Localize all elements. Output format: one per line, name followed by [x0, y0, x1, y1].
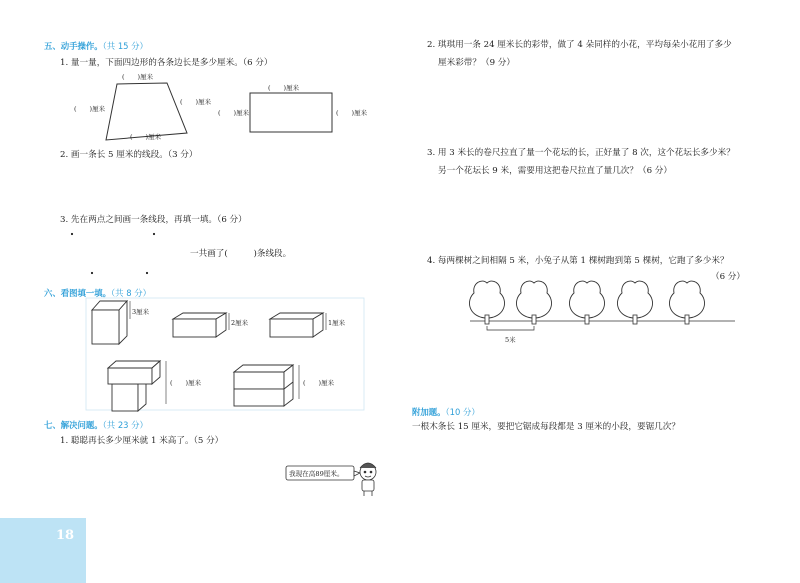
q4-points: （6 分）	[711, 272, 745, 282]
q3-line2: 另一个花坛长 9 米，需要用这把卷尺拉直了量几次？（6 分）	[438, 166, 672, 176]
trap-bottom-label: ( )厘米	[130, 133, 162, 141]
gap-bracket	[487, 326, 534, 330]
trap-right-label: ( )厘米	[180, 98, 212, 106]
section-7-title: 七、解决问题。	[44, 420, 103, 430]
stack-b-label: ( )厘米	[303, 379, 335, 387]
bonus-heading	[412, 406, 480, 418]
box-3-label: 1厘米	[328, 319, 346, 327]
q7-1-text: 1. 聪聪再长多少厘米就 1 米高了。（5 分）	[60, 436, 224, 446]
gap-label: 5米	[505, 336, 516, 344]
trap-top-label: ( )厘米	[122, 73, 154, 81]
q2-line1: 2. 琪琪用一条 24 厘米长的彩带，做了 4 朵同样的小花，平均每朵小花用了多少	[427, 40, 732, 50]
box-1-label: 3厘米	[132, 308, 150, 316]
section-7-points: （共 23 分）	[102, 420, 148, 430]
section-5-title: 五、动手操作。	[44, 41, 103, 51]
q5-2-text: 2. 画一条长 5 厘米的线段。（3 分）	[60, 150, 198, 160]
trap-left-label: ( )厘米	[74, 105, 106, 113]
tree-icon	[669, 281, 704, 324]
page-number: 18	[56, 528, 75, 543]
q2-line2: 厘米彩带？（9 分）	[438, 58, 515, 68]
rect-top-label: ( )厘米	[268, 84, 300, 92]
q5-3-text: 3. 先在两点之间画一条线段，再填一填。（6 分）	[60, 215, 247, 225]
q5-3-fill: 一共画了( )条线段。	[190, 249, 292, 259]
bonus-points: （10 分）	[445, 407, 480, 417]
rect-left-label: ( )厘米	[218, 109, 250, 117]
section-5-points: （共 15 分）	[102, 41, 148, 51]
bonus-text: 一根木条长 15 厘米，要把它锯成每段都是 3 厘米的小段，要锯几次？	[412, 422, 680, 432]
bonus-title: 附加题。	[412, 407, 446, 417]
tree-icon	[516, 281, 551, 324]
box-2-label: 2厘米	[231, 319, 249, 327]
section-6-points: （共 8 分）	[111, 288, 151, 298]
tree-icon	[617, 281, 652, 324]
tree-icon	[569, 281, 604, 324]
rect-right-label: ( )厘米	[336, 109, 368, 117]
speech-bubble-text: 我现在高89厘米。	[289, 470, 344, 478]
q3-line1: 3. 用 3 米长的卷尺拉直了量一个花坛的长，正好量了 8 次，这个花坛长多少米？	[427, 148, 735, 158]
section-6-title: 六、看图填一填。	[44, 288, 111, 298]
tree-icon	[469, 281, 504, 324]
q4-line1: 4. 每两棵树之间相隔 5 米，小兔子从第 1 棵树跑到第 5 棵树，它跑了多少米？	[427, 256, 729, 266]
stack-a-label: ( )厘米	[170, 379, 202, 387]
q5-1-text: 1. 量一量，下面四边形的各条边长是多少厘米。（6 分）	[60, 58, 273, 68]
